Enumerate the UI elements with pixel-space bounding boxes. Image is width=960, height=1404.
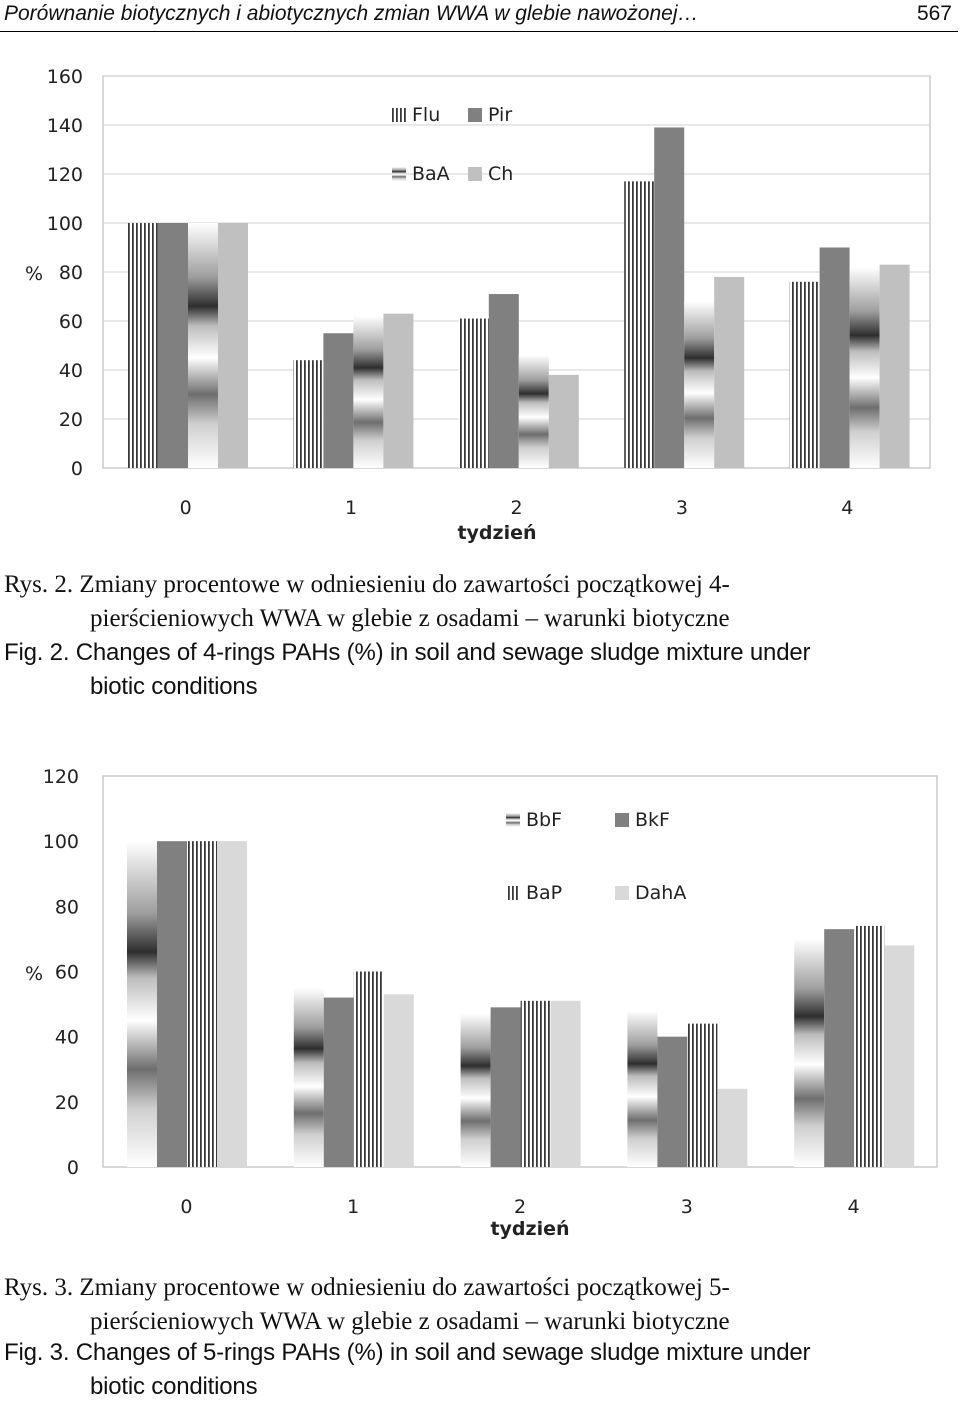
bar-ch-week-1 xyxy=(383,314,413,468)
caption-lead: Fig. 3. xyxy=(4,1339,70,1366)
bar-baa-week-0 xyxy=(188,223,218,468)
bar-bbf-week-2 xyxy=(461,1014,491,1167)
legend-label: Pir xyxy=(488,104,513,126)
y-tick-label: 100 xyxy=(42,831,79,854)
x-tick-label: 2 xyxy=(510,497,523,519)
bar-flu-week-2 xyxy=(459,319,489,468)
legend-item-ch xyxy=(468,163,513,185)
bar-pir-week-4 xyxy=(820,248,850,469)
caption-fig3-en xyxy=(4,1336,954,1404)
x-axis-label: tydzień xyxy=(490,1218,570,1240)
caption-line: Zmiany procentowe w odniesieniu do zawartości początkowej 4- xyxy=(79,571,730,598)
legend-swatch xyxy=(392,108,406,122)
bar-bap-week-4 xyxy=(854,926,884,1167)
legend-item-flu xyxy=(392,104,440,126)
bar-bbf-week-4 xyxy=(794,939,824,1167)
caption-line: Changes of 4-rings PAHs (%) in soil and sewage sludge mixture under xyxy=(75,639,811,666)
legend-swatch xyxy=(506,886,520,900)
y-tick-label: 60 xyxy=(54,961,79,984)
bar-flu-week-3 xyxy=(624,181,654,468)
legend-label: BkF xyxy=(635,809,670,831)
y-tick-label: 40 xyxy=(54,1026,79,1049)
y-tick-label: 80 xyxy=(54,896,79,919)
bar-bap-week-0 xyxy=(187,841,217,1167)
x-tick-label: 3 xyxy=(680,1196,693,1218)
bar-daha-week-4 xyxy=(884,945,914,1167)
legend-swatch xyxy=(468,167,482,181)
bar-pir-week-2 xyxy=(489,294,519,468)
bar-daha-week-2 xyxy=(551,1001,581,1167)
legend-label: DahA xyxy=(635,882,687,904)
legend-item-bkf xyxy=(615,809,670,831)
caption-line: Changes of 5-rings PAHs (%) in soil and sewage sludge mixture under xyxy=(75,1339,811,1366)
x-tick-label: 1 xyxy=(347,1196,360,1218)
bar-bbf-week-3 xyxy=(627,1011,657,1167)
bar-bap-week-1 xyxy=(354,972,384,1168)
bar-bkf-week-1 xyxy=(324,998,354,1167)
bar-bkf-week-3 xyxy=(657,1037,687,1167)
bar-bkf-week-0 xyxy=(157,841,187,1167)
x-tick-label: 4 xyxy=(841,497,854,519)
caption-line: pierścieniowych WWA w glebie z osadami – warunki biotyczne xyxy=(90,1308,730,1335)
y-tick-label: 80 xyxy=(58,262,83,284)
x-tick-label: 0 xyxy=(179,497,192,519)
y-tick-label: 40 xyxy=(58,360,83,382)
legend-label: Flu xyxy=(412,104,441,126)
x-tick-label: 4 xyxy=(847,1196,860,1218)
legend-swatch xyxy=(392,167,406,181)
chart-5-ring-pahs xyxy=(0,755,960,1255)
page-header xyxy=(0,0,960,34)
y-tick-label: 0 xyxy=(70,458,83,480)
bar-daha-week-1 xyxy=(384,994,414,1167)
x-tick-label: 3 xyxy=(675,497,688,519)
caption-line: biotic conditions xyxy=(90,1373,258,1400)
y-tick-label: 20 xyxy=(58,409,83,431)
bar-baa-week-4 xyxy=(850,267,880,468)
legend-swatch xyxy=(615,886,629,900)
bar-daha-week-0 xyxy=(217,841,247,1167)
legend-label: BaA xyxy=(412,163,450,185)
caption-lead: Fig. 2. xyxy=(4,639,70,666)
y-tick-label: 140 xyxy=(46,115,83,137)
bar-bkf-week-4 xyxy=(824,929,854,1167)
y-tick-label: 120 xyxy=(42,766,79,788)
caption-line: pierścieniowych WWA w glebie z osadami – warunki biotyczne xyxy=(90,605,730,632)
y-tick-label: 20 xyxy=(54,1091,79,1114)
legend-item-bbf xyxy=(506,809,562,831)
caption-fig3-pl xyxy=(4,1271,954,1339)
legend-item-daha xyxy=(615,882,686,904)
bar-bbf-week-1 xyxy=(294,988,324,1167)
caption-line: Zmiany procentowe w odniesieniu do zawartości początkowej 5- xyxy=(79,1274,730,1301)
legend-item-pir xyxy=(468,104,512,126)
caption-fig2-pl xyxy=(4,568,954,636)
chart-4-ring-pahs xyxy=(0,55,960,555)
bar-bap-week-2 xyxy=(521,1001,551,1167)
legend-swatch xyxy=(468,108,482,122)
caption-lead: Rys. 2. xyxy=(4,571,74,598)
caption-line: biotic conditions xyxy=(90,673,258,700)
y-axis-label: % xyxy=(24,263,44,285)
y-tick-label: 0 xyxy=(66,1157,79,1179)
bar-pir-week-1 xyxy=(323,333,353,468)
y-tick-label: 100 xyxy=(46,213,83,235)
header-rule xyxy=(0,31,958,32)
bar-flu-week-1 xyxy=(293,360,323,468)
bar-baa-week-3 xyxy=(684,301,714,468)
page-number: 567 xyxy=(916,2,952,25)
x-tick-label: 2 xyxy=(513,1196,527,1218)
bar-ch-week-4 xyxy=(880,265,910,468)
legend-label: BbF xyxy=(526,809,563,831)
y-tick-label: 120 xyxy=(46,164,83,186)
bar-flu-week-4 xyxy=(790,282,820,468)
legend-item-bap xyxy=(506,882,562,904)
bar-bap-week-3 xyxy=(687,1024,717,1167)
x-axis-label: tydzień xyxy=(457,522,537,544)
y-tick-label: 160 xyxy=(46,66,83,88)
x-tick-label: 0 xyxy=(180,1196,193,1218)
legend-item-baa xyxy=(392,163,450,185)
x-tick-label: 1 xyxy=(345,497,358,519)
caption-lead: Rys. 3. xyxy=(4,1274,74,1301)
bar-daha-week-3 xyxy=(717,1089,747,1167)
legend-swatch xyxy=(506,813,520,827)
caption-fig2-en xyxy=(4,636,954,704)
bar-pir-week-3 xyxy=(654,127,684,468)
bar-pir-week-0 xyxy=(158,223,188,468)
bar-bbf-week-0 xyxy=(127,841,157,1167)
y-tick-label: 60 xyxy=(58,311,83,333)
bar-bkf-week-2 xyxy=(491,1007,521,1167)
bar-ch-week-2 xyxy=(549,375,579,468)
y-axis-label: % xyxy=(24,963,44,985)
bar-ch-week-0 xyxy=(218,223,248,468)
bar-flu-week-0 xyxy=(128,223,158,468)
legend-label: BaP xyxy=(526,882,563,904)
legend-swatch xyxy=(615,813,629,827)
legend-label: Ch xyxy=(488,163,514,185)
bar-baa-week-2 xyxy=(519,355,549,468)
running-title: Porównanie biotycznych i abiotycznych zmian WWA w glebie nawożonej… xyxy=(4,2,699,25)
bar-ch-week-3 xyxy=(714,277,744,468)
bar-baa-week-1 xyxy=(353,316,383,468)
